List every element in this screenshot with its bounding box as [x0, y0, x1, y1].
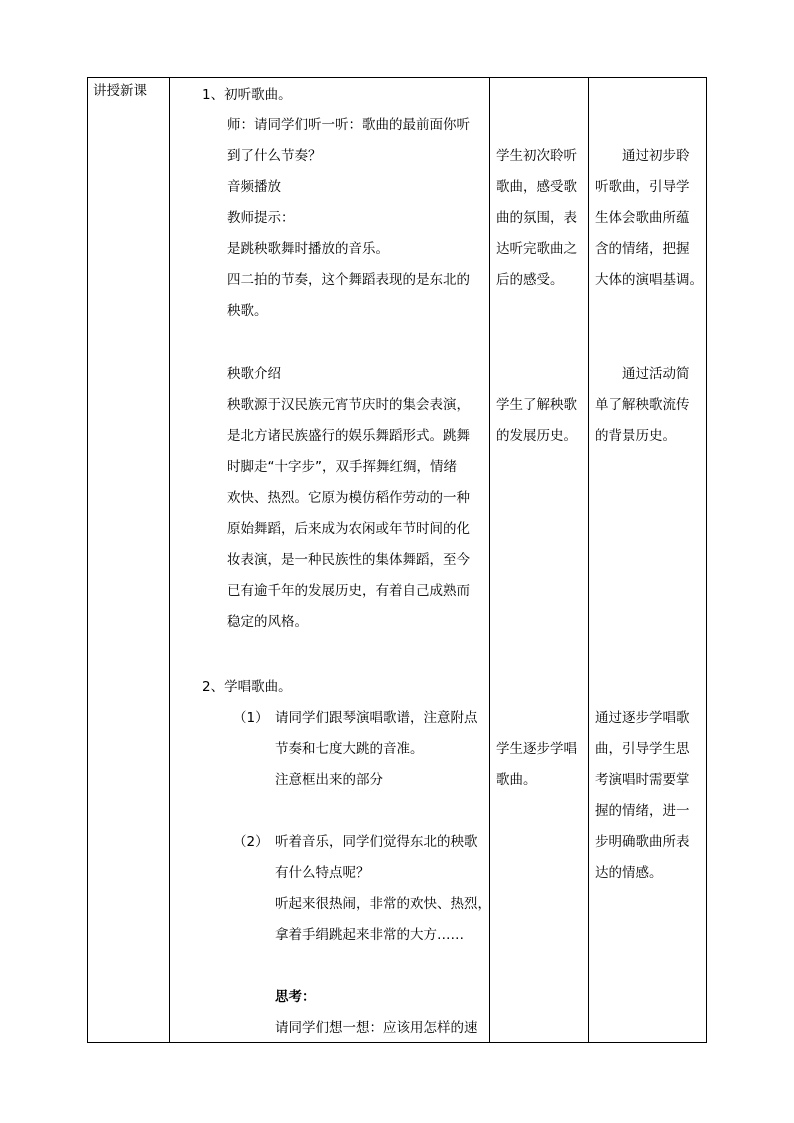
- yangge-intent-line2: 单了解秧歌流传: [595, 397, 690, 413]
- yangge-line5: 原始舞蹈，后来成为农闲或年节时间的化: [227, 521, 470, 537]
- step1-student-line1: 学生初次聆听: [496, 148, 577, 164]
- yangge-line8: 稳定的风格。: [227, 614, 308, 630]
- hint-line3: 秧歌。: [227, 303, 268, 319]
- yangge-line6: 妆表演，是一种民族性的集体舞蹈，至今: [227, 552, 470, 568]
- teacher-question-line2: 到了什么节奏？: [227, 148, 322, 164]
- yangge-intent-line3: 的背景历史。: [595, 428, 676, 444]
- step1-student-line3: 曲的氛围，表: [496, 210, 577, 226]
- yangge-line4: 欢快、热烈。它原为模仿稻作劳动的一种: [227, 490, 470, 506]
- step1-intent-line1: 通过初步聆: [622, 148, 690, 164]
- step2-intent-line5: 步明确歌曲所表: [595, 834, 690, 850]
- yangge-line7: 已有逾千年的发展历史，有着自己成熟而: [227, 583, 470, 599]
- section-label: 讲授新课: [93, 83, 147, 99]
- teacher-hint-label: 教师提示：: [227, 210, 295, 226]
- step1-heading: 1、初听歌曲。: [202, 87, 292, 103]
- audio-play-label: 音频播放: [227, 179, 281, 195]
- item1-line2: 节奏和七度大跳的音准。: [275, 741, 424, 757]
- step1-intent-line2: 听歌曲，引导学: [595, 179, 690, 195]
- yangge-line2: 是北方诸民族盛行的娱乐舞蹈形式。跳舞: [227, 428, 470, 444]
- step1-intent-line5: 大体的演唱基调。: [595, 272, 703, 288]
- yangge-student-line1: 学生了解秧歌: [496, 397, 577, 413]
- think-line1: 请同学们想一想：应该用怎样的速: [275, 1020, 478, 1036]
- step2-student-line1: 学生逐步学唱: [496, 741, 577, 757]
- step1-intent-line4: 含的情绪，把握: [595, 241, 690, 257]
- yangge-intent-line1: 通过活动简: [622, 366, 690, 382]
- item2-line4: 拿着手绢跳起来非常的大方……: [275, 927, 464, 943]
- step2-intent-line1: 通过逐步学唱歌: [595, 710, 690, 726]
- hint-line2: 四二拍的节奏，这个舞蹈表现的是东北的: [227, 272, 470, 288]
- teacher-question-line1: 师：请同学们听一听：歌曲的最前面你听: [227, 117, 470, 133]
- step2-intent-line2: 曲，引导学生思: [595, 741, 690, 757]
- hint-line1: 是跳秧歌舞时播放的音乐。: [227, 241, 389, 257]
- item2-number: （2）: [233, 834, 269, 850]
- step1-intent-line3: 生体会歌曲所蕴: [595, 210, 690, 226]
- yangge-line1: 秧歌源于汉民族元宵节庆时的集会表演，: [227, 397, 470, 413]
- item1-line1: 请同学们跟琴演唱歌谱，注意附点: [275, 710, 478, 726]
- yangge-student-line2: 的发展历史。: [496, 428, 577, 444]
- step2-heading: 2、学唱歌曲。: [202, 679, 292, 695]
- item1-line3: 注意框出来的部分: [275, 772, 383, 788]
- think-label: 思考：: [275, 989, 316, 1005]
- step1-student-line2: 歌曲，感受歌: [496, 179, 577, 195]
- item2-line1: 听着音乐，同学们觉得东北的秧歌: [275, 834, 478, 850]
- column-divider-1: [169, 78, 170, 1042]
- yangge-line3: 时脚走“十字步”，双手挥舞红绸，情绪: [227, 459, 457, 475]
- step1-student-line5: 后的感受。: [496, 272, 564, 288]
- item1-number: （1）: [233, 710, 269, 726]
- step2-student-line2: 歌曲。: [496, 772, 537, 788]
- step2-intent-line4: 握的情绪，进一: [595, 803, 690, 819]
- yangge-intro-title: 秧歌介绍: [227, 366, 281, 382]
- column-divider-3: [588, 78, 589, 1042]
- step2-intent-line6: 达的情感。: [595, 865, 663, 881]
- item2-line2: 有什么特点呢？: [275, 865, 370, 881]
- step2-intent-line3: 考演唱时需要掌: [595, 772, 690, 788]
- step1-student-line4: 达听完歌曲之: [496, 241, 577, 257]
- item2-line3: 听起来很热闹，非常的欢快、热烈，: [275, 896, 491, 912]
